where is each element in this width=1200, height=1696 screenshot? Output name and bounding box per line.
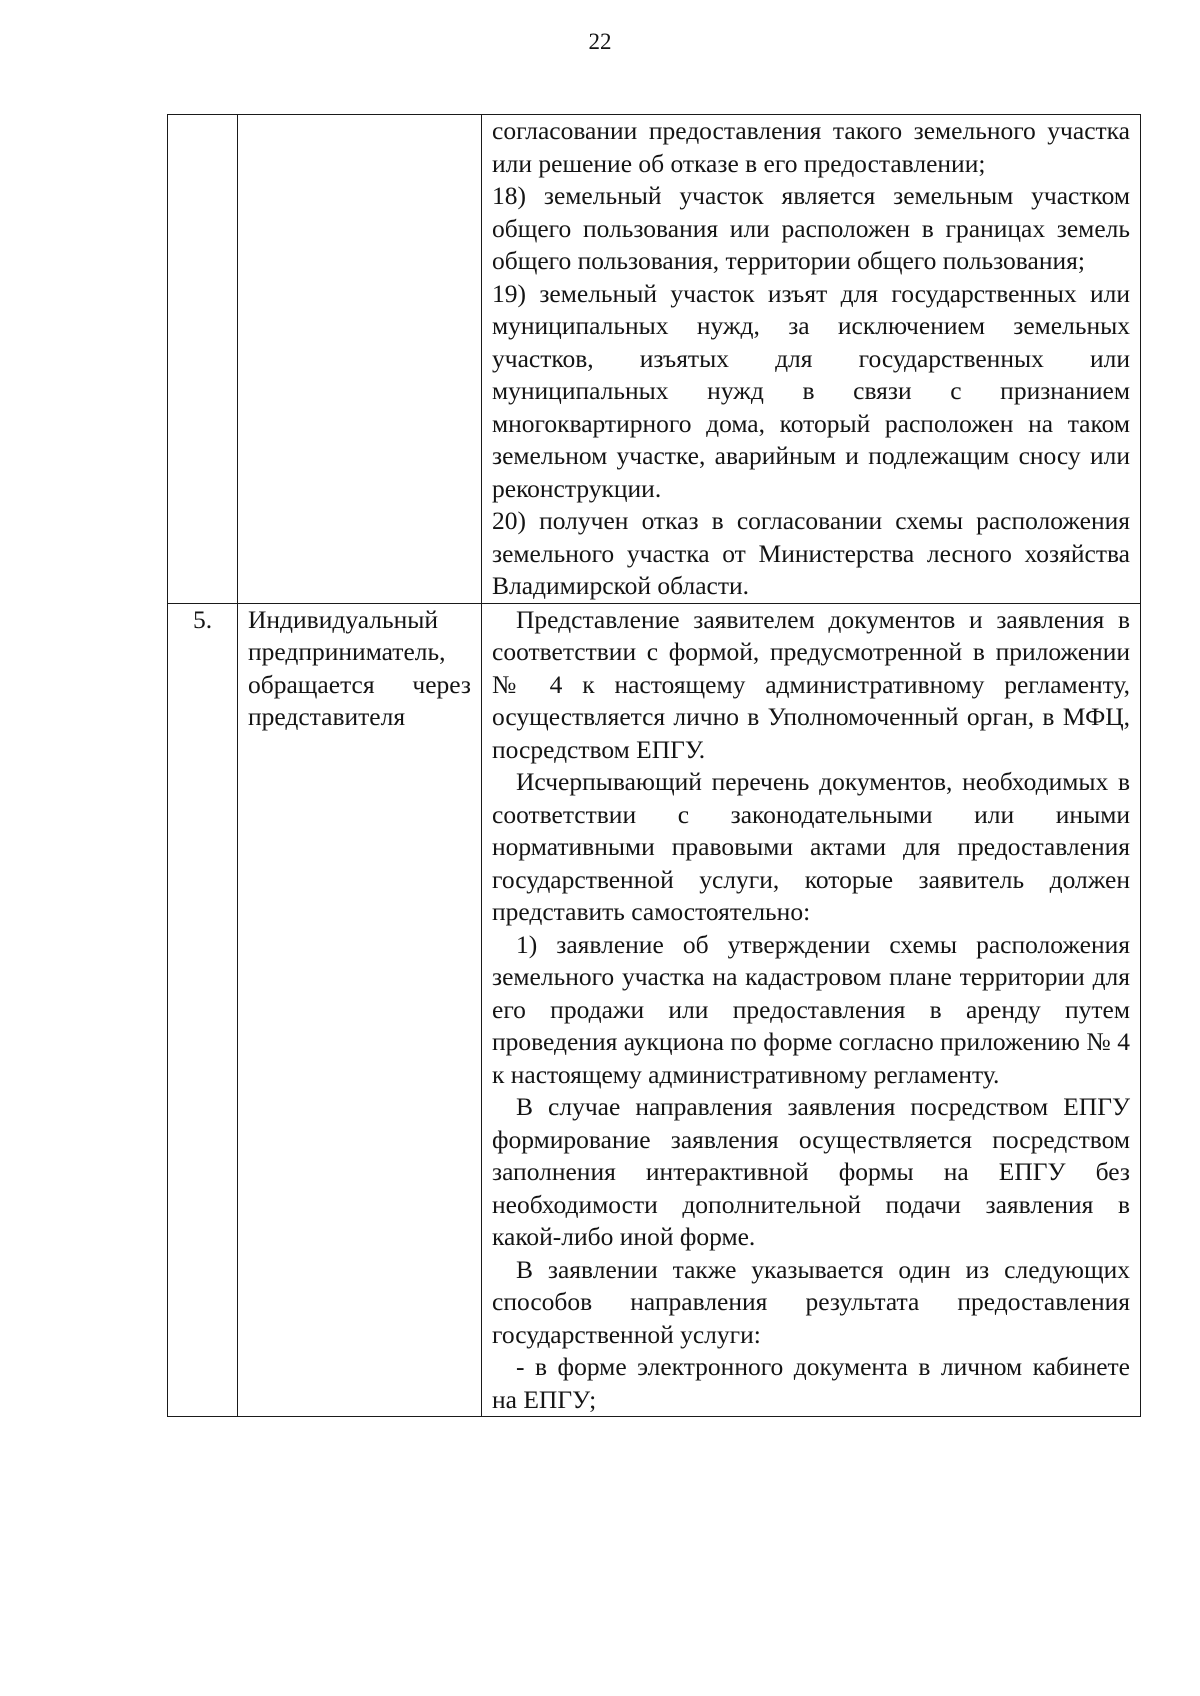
description-cell — [482, 115, 1141, 604]
paragraph: В заявлении также указывается один из следующих способов направления результата предоставления государственной услуги: — [492, 1254, 1130, 1349]
applicant-category-cell — [238, 603, 482, 1417]
paragraph: В случае направления заявления посредством ЕПГУ формирование заявления осуществляется посредством заполнения интерактивной формы на ЕПГУ без необходимости дополнительной подачи заявления в какой-либо иной форме. — [492, 1092, 1130, 1251]
paragraph: согласовании предоставления такого земельного участка или решение об отказе в его предоставлении; — [492, 116, 1130, 178]
list-item-20: 20) получен отказ в согласовании схемы расположения земельного участка от Министерства лесного хозяйства Владимирской области. — [492, 506, 1130, 600]
list-item-dash: - в форме электронного документа в личном кабинете на ЕПГУ; — [492, 1352, 1130, 1414]
document-table — [167, 114, 1141, 1417]
paragraph: Исчерпывающий перечень документов, необходимых в соответствии с законодательными или иными нормативными правовыми актами для предоставления государственной услуги, которые заявитель должен представить самостоятельно: — [492, 767, 1130, 926]
applicant-category-text: Индивидуальный предприниматель, обращается через представителя — [248, 604, 471, 731]
row-number-cell — [168, 115, 238, 604]
description-cell — [482, 603, 1141, 1417]
list-item-1: 1) заявление об утверждении схемы расположения земельного участка на кадастровом плане территории для его продажи или предоставления в аренду путем проведения аукциона по форме согласно приложению № 4 к настоящему административному регламенту. — [492, 929, 1130, 1089]
paragraph: Представление заявителем документов и заявления в соответствии с формой, предусмотренной в приложении № 4 к настоящему административному регламенту, осуществляется лично в Уполномоченный орган, в МФЦ, посредством ЕПГУ. — [492, 604, 1130, 764]
table-row-5 — [168, 603, 1141, 1417]
row-number-cell: 5. — [168, 603, 238, 1417]
list-item-19: 19) земельный участок изъят для государственных или муниципальных нужд, за исключением земельных участков, изъятых для государственных или муниципальных нужд в связи с признанием многоквартирного дома, который расположен на таком земельном участке, аварийным и подлежащим сносу или реконструкции. — [492, 278, 1130, 503]
applicant-category-cell — [238, 115, 482, 604]
list-item-18: 18) земельный участок является земельным участком общего пользования или расположен в границах земель общего пользования, территории общего пользования; — [492, 181, 1130, 275]
table-row-continued — [168, 115, 1141, 604]
page-number: 22 — [588, 29, 612, 54]
